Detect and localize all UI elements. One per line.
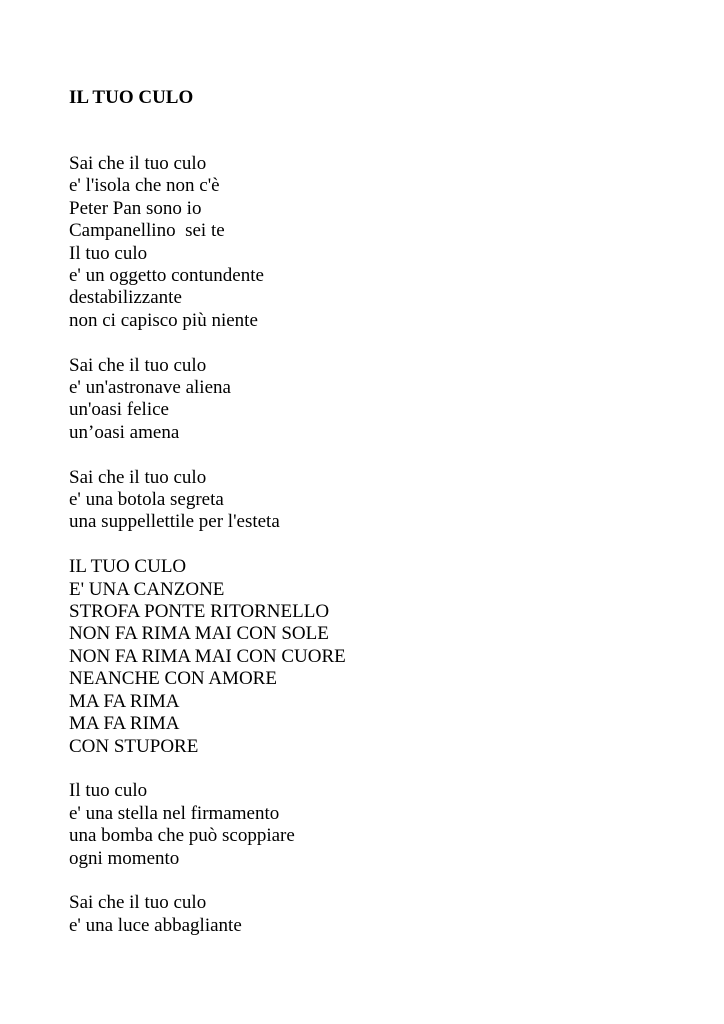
poem-line: Sai che il tuo culo (69, 466, 207, 488)
poem-line: STROFA PONTE RITORNELLO (69, 601, 330, 623)
stanza (69, 556, 689, 758)
poem-line: destabilizzante (69, 287, 182, 309)
poem-line: NEANCHE CON AMORE (69, 668, 277, 690)
poem-body (69, 153, 689, 960)
poem-line: e' una botola segreta (69, 489, 224, 511)
poem-line: Campanellino sei te (69, 220, 225, 242)
poem-line: Il tuo culo (69, 242, 148, 264)
poem-line: un'oasi felice (69, 399, 169, 421)
poem-line: MA FA RIMA (69, 690, 180, 712)
poem-line: ogni momento (69, 847, 180, 869)
poem-line: NON FA RIMA MAI CON SOLE (69, 623, 329, 645)
stanza (69, 892, 689, 937)
poem-line: Il tuo culo (69, 780, 148, 802)
poem-line: MA FA RIMA (69, 713, 180, 735)
poem-line: Peter Pan sono io (69, 197, 202, 219)
poem-line: E' UNA CANZONE (69, 578, 225, 600)
poem-line: e' una stella nel firmamento (69, 802, 280, 824)
poem-line: una bomba che può scoppiare (69, 825, 295, 847)
document-title: IL TUO CULO (69, 87, 194, 108)
stanza (69, 153, 689, 332)
poem-line: e' una luce abbagliante (69, 914, 242, 936)
poem-line: Sai che il tuo culo (69, 354, 207, 376)
stanza (69, 355, 689, 445)
poem-line: un’oasi amena (69, 421, 180, 443)
poem-line: e' un oggetto contundente (69, 265, 264, 287)
poem-line: una suppellettile per l'esteta (69, 511, 280, 533)
poem-line: e' un'astronave aliena (69, 377, 231, 399)
stanza (69, 467, 689, 534)
poem-line: non ci capisco più niente (69, 309, 258, 331)
poem-line: e' l'isola che non c'è (69, 175, 220, 197)
poem-line: Sai che il tuo culo (69, 892, 207, 914)
poem-line: CON STUPORE (69, 735, 199, 757)
stanza (69, 780, 689, 870)
poem-line: Sai che il tuo culo (69, 153, 207, 174)
poem-line: NON FA RIMA MAI CON CUORE (69, 645, 346, 667)
poem-line: IL TUO CULO (69, 556, 187, 578)
